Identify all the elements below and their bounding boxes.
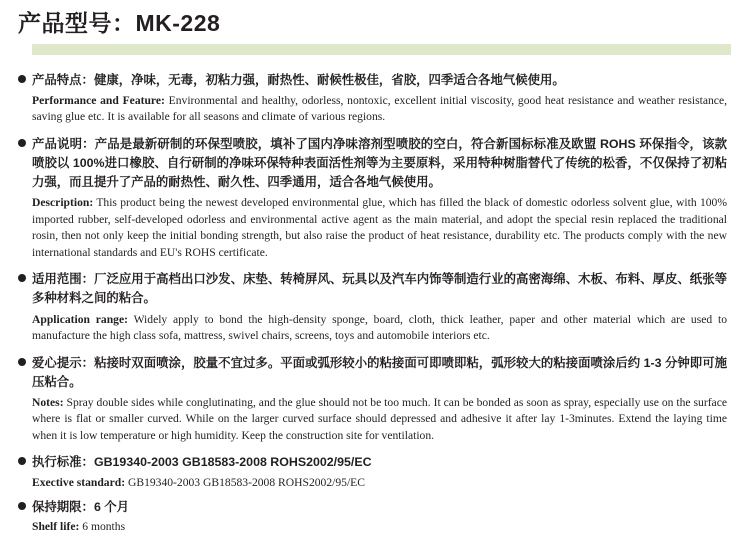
section-standard: [18, 453, 727, 491]
section-standard-en: [32, 475, 727, 491]
section-shelf-life-en: [32, 519, 727, 535]
section-standard-en-label: Exective standard:: [32, 475, 126, 489]
section-shelf-life-cn: [32, 498, 727, 517]
bullet-icon: [18, 270, 32, 285]
bullet-icon: [18, 498, 32, 513]
section-notes-en: [32, 395, 727, 444]
section-description-en-text: This product being the newest developed environmental glue, which has filled the black of domestic odorless solvent glue, with 100% imported rubber, self-developed odorless and environmental active agent as the main material, and adopt the special resin replaced the traditional rosin, then not only keep the initial bonding strength, but also raise the product of heat resistance, durability etc. The products comply with the new international standards and EU's ROHS certificate.: [32, 196, 727, 259]
section-features-cn-label: 产品特点：: [32, 72, 94, 87]
bullet-icon: [18, 354, 32, 369]
section-application-cn-label: 适用范围：: [32, 272, 95, 287]
section-standard-en-text: GB19340-2003 GB18583-2008 ROHS2002/95/EC: [125, 475, 365, 489]
section-notes-en-text: Spray double sides while conglutinating, and the glue should not be too much. It can be bonded as soon as spray, especially use on the surface where is flat or smaller curved. While on the larger curved surface should depressed and adhesive it after lay 1-3minutes. Extend the laying time when it is low temperature or high humidity. Keep the construction site for ventilation.: [32, 395, 727, 442]
bullet-icon: [18, 453, 32, 468]
section-application-cn-text: 厂泛应用于高档出口沙发、床垫、转椅屏风、玩具以及汽车内饰等制造行业的高密海绵、木板、布料、厚皮、纸张等多种材料之间的粘合。: [32, 272, 728, 306]
page-header: [0, 0, 745, 63]
section-application-en-text: Widely apply to bond the high-density sponge, board, cloth, thick leather, paper and other material which are used to manufacture the high class sofa, mattress, swivel chairs, screens, toys and automobile interiors etc.: [32, 312, 727, 343]
section-shelf-life-cn-label: 保持期限：: [32, 500, 94, 514]
section-shelf-life-en-label: Shelf life:: [32, 520, 80, 534]
section-standard-cn-label: 执行标准：: [32, 455, 94, 470]
section-features-en: [32, 93, 727, 126]
section-description: [18, 135, 727, 261]
section-description-cn: [32, 135, 727, 193]
section-features-en-label: Performance and Feature:: [32, 93, 165, 107]
section-features-cn: [32, 71, 727, 90]
section-shelf-life-en-text: 6 months: [79, 520, 126, 534]
section-notes-cn-label: 爱心提示：: [32, 355, 95, 370]
section-features: [18, 71, 727, 126]
section-notes-cn-text: 粘接时双面喷涂，胶量不宜过多。平面或弧形较小的粘接面可即喷即粘，弧形较大的粘接面喷涂后约 1-3 分钟即可施压粘合。: [32, 355, 728, 389]
section-shelf-life-cn-text: 6 个月: [93, 500, 130, 514]
section-description-cn-label: 产品说明：: [32, 136, 95, 151]
section-notes: [18, 354, 727, 445]
section-standard-cn: [32, 453, 727, 472]
section-notes-cn: [32, 354, 727, 392]
bullet-icon: [18, 135, 32, 150]
section-description-cn-text: 产品是最新研制的环保型喷胶，填补了国内净味溶剂型喷胶的空白，符合新国标标准及欧盟 ROHS 环保指令，该款喷胶以 100%进口橡胶、自行研制的净味环保特种表面活性剂等为主要原料，采用特种树脂替代了传统的松香，不仅保持了初粘力强，而且提升了产品的耐热性、耐久性、四季通用，适合各地气候使用。: [32, 136, 728, 190]
section-description-en-label: Description:: [32, 196, 94, 210]
page-title: 产品型号：MK-228: [18, 10, 221, 36]
spec-sections: [0, 63, 745, 536]
header-divider: [32, 44, 731, 55]
section-application-en: [32, 312, 727, 345]
section-shelf-life: [18, 498, 727, 536]
section-application-cn: [32, 270, 727, 308]
section-description-en: [32, 195, 727, 261]
section-standard-cn-text: GB19340-2003 GB18583-2008 ROHS2002/95/EC: [93, 455, 372, 470]
bullet-icon: [18, 71, 32, 86]
section-features-en-text: Environmental and healthy, odorless, nontoxic, excellent initial viscosity, good heat resistance and weather resistance, saving glue etc. It is available for all seasons and climate of various regions.: [32, 93, 727, 124]
section-application-en-label: Application range:: [32, 312, 128, 326]
section-application: [18, 270, 727, 344]
section-notes-en-label: Notes:: [32, 395, 64, 409]
section-features-cn-text: 健康，净味，无毒，初粘力强，耐热性、耐候性极佳，省胶，四季适合各地气候使用。: [93, 72, 565, 87]
